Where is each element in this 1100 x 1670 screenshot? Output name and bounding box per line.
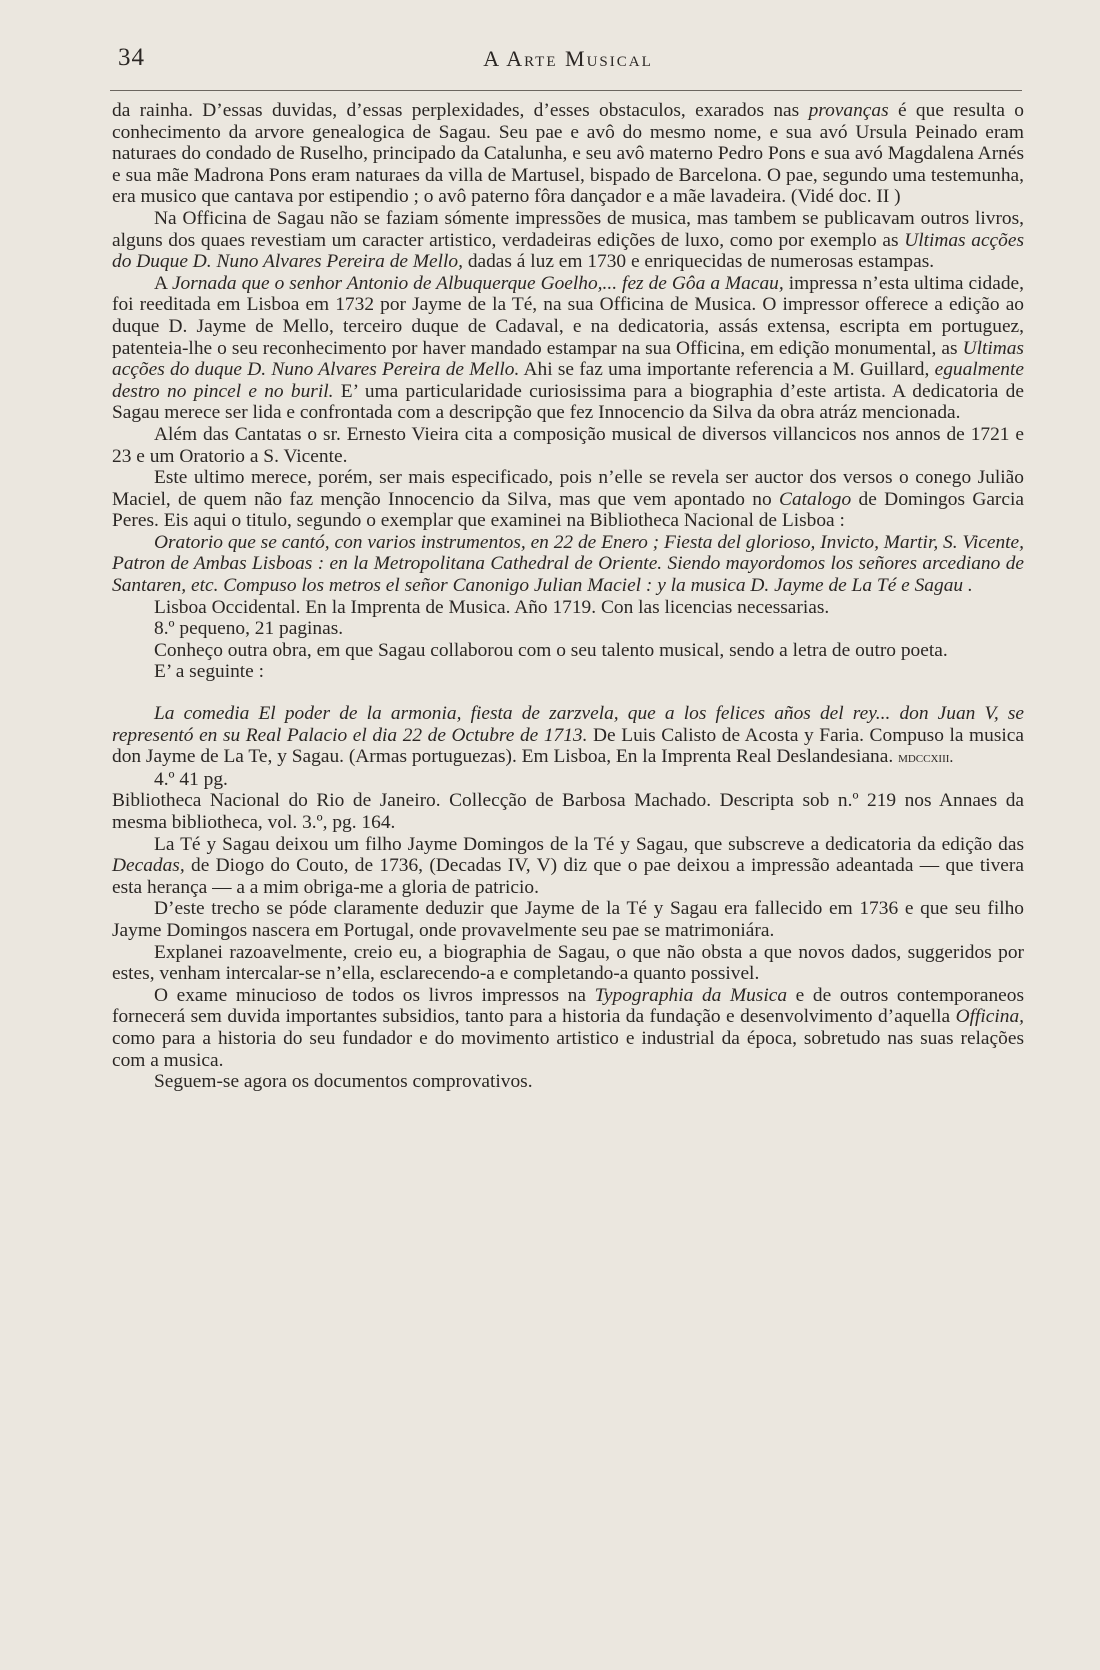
page-header (118, 44, 1018, 78)
paragraph-3: A Jornada que o senhor Antonio de Albuquerque Goelho,... fez de Gôa a Macau, impressa n’esta ultima cidade, foi reeditada em Lisboa em 1732 por Jayme de la Té, na sua Officina de Musica. O impressor offerece a edição ao duque D. Jayme de Mello, terceiro duque de Cadaval, e na dedicatoria, assás extensa, escripta em portuguez, patenteia-lhe o seu reconhecimento por haver mandado estampar na sua Officina, em edição monumental, as Ultimas acções do duque D. Nuno Alvares Pereira de Mello. Ahi se faz uma importante referencia a M. Guillard, egualmente destro no pincel e no buril. E’ uma particularidade curiosissima para a biographia d’este artista. A dedicatoria de Sagau merece ser lida e confrontada com a descripção que fez Innocencio da Silva da obra atráz mencionada. (112, 272, 1024, 424)
header-rule (110, 90, 1022, 91)
paragraph-18: Seguem-se agora os documentos comprovativos. (154, 1071, 533, 1093)
paragraph-9: Conheço outra obra, em que Sagau collaborou com o seu talento musical, sendo a letra de outro poeta. (154, 639, 948, 661)
paragraph-15: D’este trecho se póde claramente deduzir que Jayme de la Té y Sagau era fallecido em 1736 e que seu filho Jayme Domingos nascera em Portugal, onde provavelmente seu pae se matrimoniára. (112, 898, 1024, 941)
page-number: 34 (118, 44, 145, 71)
paragraph-11-quotation: La comedia El poder de la armonia, fiesta de zarzvela, que a los felices años del rey... don Juan V, se representó en su Real Palacio el dia 22 de Octubre de 1713. De Luis Calisto de Acosta y Faria. Compuso la musica don Jayme de La Te, y Sagau. (Armas portuguezas). Em Lisboa, En la Imprenta Real Deslandesiana. mdccxiii. (112, 703, 1024, 768)
paragraph-10: E’ a seguinte : (154, 661, 265, 683)
paragraph-4: Além das Cantatas o sr. Ernesto Vieira cita a composição musical de diversos villancicos nos annos de 1721 e 23 e um Oratorio a S. Vicente. (112, 423, 1024, 467)
paragraph-7: Lisboa Occidental. En la Imprenta de Musica. Año 1719. Con las licencias necessarias. (154, 596, 830, 618)
paragraph-16: Explanei razoavelmente, creio eu, a biographia de Sagau, o que não obsta a que novos dados, suggeridos por estes, venham intercalar-se n’ella, esclarecendo-a e completando-a quanto possivel. (112, 941, 1024, 985)
paragraph-5: Este ultimo merece, porém, ser mais especificado, pois n’elle se revela ser auctor dos versos o conego Julião Maciel, de quem não faz menção Innocencio da Silva, mas que vem apontado no Catalogo de Domingos Garcia Peres. Eis aqui o titulo, segundo o exemplar que examinei na Bibliotheca Nacional de Lisboa : (112, 467, 1024, 532)
paragraph-14: La Té y Sagau deixou um filho Jayme Domingos de la Té y Sagau, que subscreve a dedicatoria da edição das Decadas, de Diogo do Couto, de 1736, (Decadas IV, V) diz que o pae deixou a impressão adeantada — que tivera esta herança — a a mim obriga-me a gloria de patricio. (112, 833, 1024, 898)
paragraph-12: 4.º 41 pg. (154, 768, 228, 790)
paragraph-8: 8.º pequeno, 21 paginas. (154, 618, 344, 640)
paragraph-13: Bibliotheca Nacional do Rio de Janeiro. Collecção de Barbosa Machado. Descripta sob n.º 219 nos Annaes da mesma bibliotheca, vol. 3.º, pg. 164. (112, 790, 1024, 833)
paragraph-17: O exame minucioso de todos os livros impressos na Typographia da Musica e de outros contemporaneos fornecerá sem duvida importantes subsidios, tanto para a historia da fundação e desenvolvimento d’aquella Officina, como para a historia do seu fundador e do movimento artistico e industrial da época, sobretudo nas suas relações com a musica. (112, 984, 1024, 1071)
paragraph-6-quotation: Oratorio que se cantó, con varios instrumentos, en 22 de Enero ; Fiesta del glorioso, Invicto, Martir, S. Vicente, Patron de Ambas Lisboas : en la Metropolitana Cathedral de Oriente. Siendo mayordomos los señores arcediano de Santaren, etc. Compuso los metros el señor Canonigo Julian Maciel : y la musica D. Jayme de La Té e Sagau . (112, 531, 1024, 597)
paragraph-2: Na Officina de Sagau não se faziam sómente impressões de musica, mas tambem se publicavam outros livros, alguns dos quaes revestiam um caracter artistico, verdadeiras edições de luxo, como por exemplo as Ultimas acções do Duque D. Nuno Alvares Pereira de Mello, dadas á luz em 1730 e enriquecidas de numerosas estampas. (112, 207, 1024, 273)
running-title: A Arte Musical (483, 46, 653, 71)
body-text (112, 100, 1024, 1093)
paragraph-1: da rainha. D’essas duvidas, d’essas perplexidades, d’esses obstaculos, exarados nas provanças é que resulta o conhecimento da arvore genealogica de Sagau. Seu pae e avô do mesmo nome, e sua avó Ursula Peinado eram naturaes do condado de Ruselho, principado da Catalunha, e seu avô materno Pedro Pons e sua avó Magdalena Arnés e sua mãe Madrona Pons eram naturaes da villa de Martusel, bispado de Barcelona. O pae, segundo uma testemunha, era musico que cantava por estipendio ; o avô paterno fôra dançador e a mãe lavadeira. (Vidé doc. II ) (112, 100, 1025, 208)
